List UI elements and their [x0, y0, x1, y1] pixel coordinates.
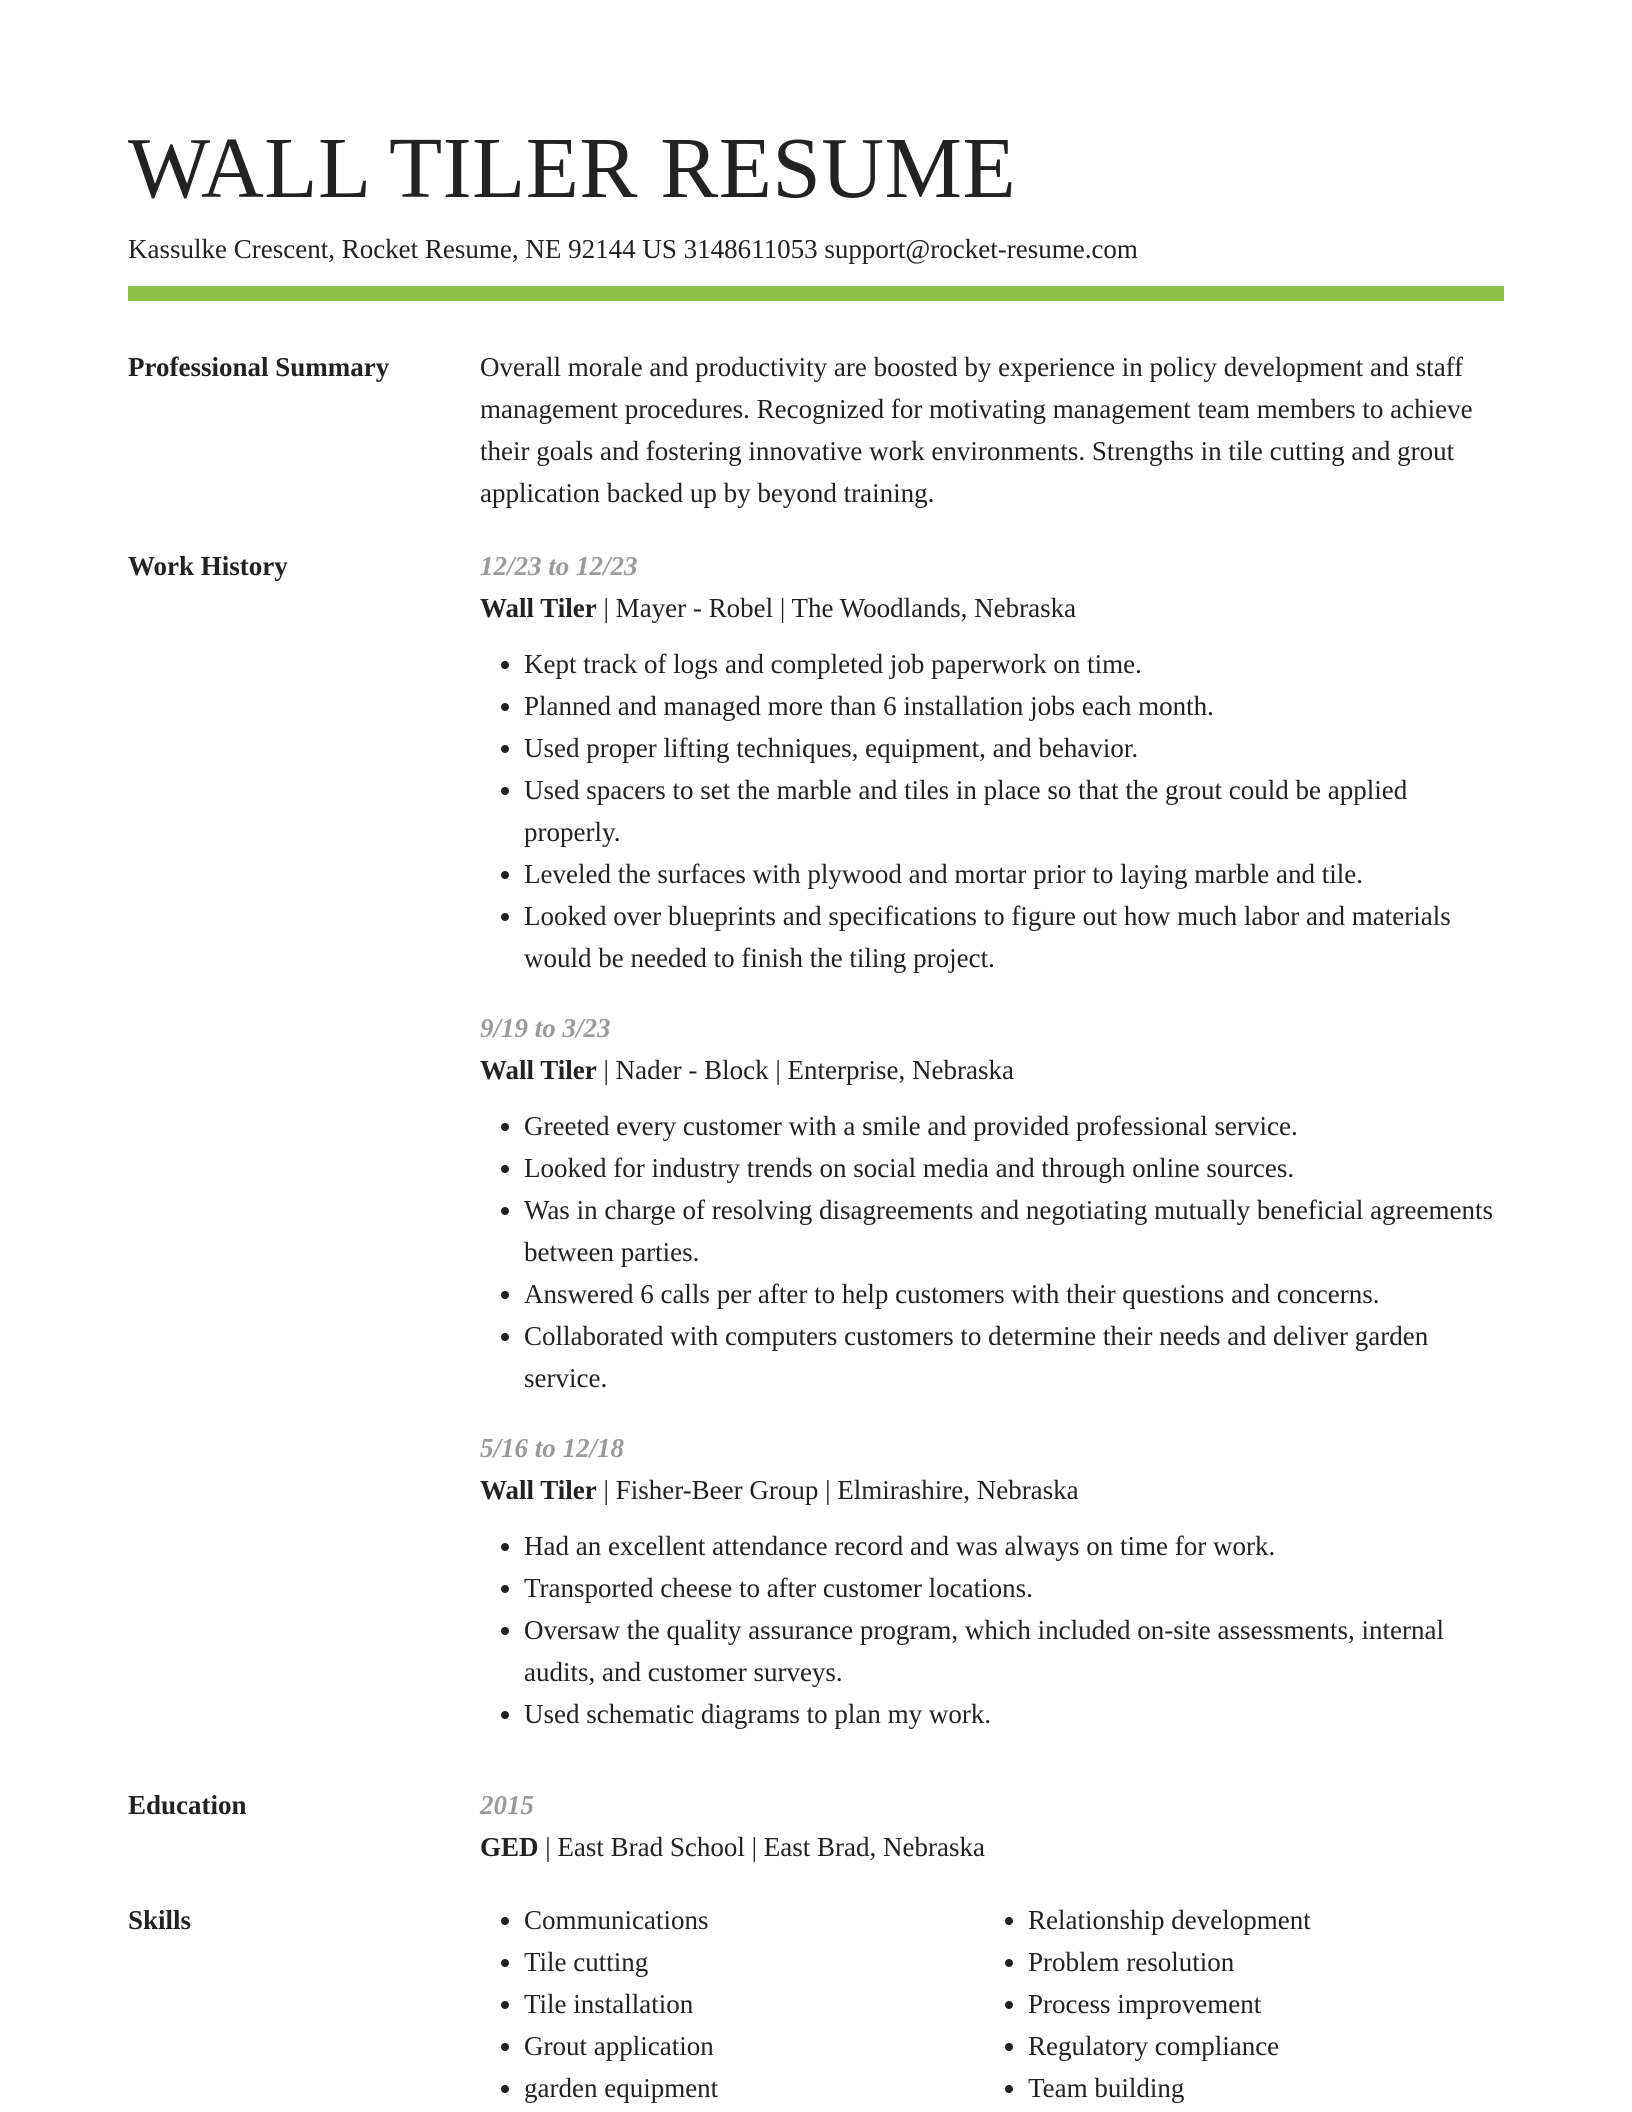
list-item: • Tile cutting [524, 1941, 984, 1983]
list-item: • Transported cheese to after customer locations. [524, 1567, 1504, 1609]
list-item: • Regulatory compliance [1028, 2025, 1488, 2067]
job-date: 5/16 to 12/18 [480, 1433, 625, 1463]
job-entry [480, 545, 1504, 979]
list-item: • Communications [524, 1899, 984, 1941]
list-item: • Tile installation [524, 1983, 984, 2025]
list-item: • Grout application [524, 2025, 984, 2067]
list-item: • Used spacers to set the marble and tiles in place so that the grout could be applied properly. [524, 769, 1504, 853]
summary-body [480, 346, 1504, 514]
section-heading-skills: Skills [128, 1905, 192, 1935]
accent-divider [128, 286, 1504, 301]
list-item: • Answered 6 calls per after to help customers with their questions and concerns. [524, 1273, 1504, 1315]
list-item: • Collaborated with computers customers to determine their needs and deliver garden service. [524, 1315, 1504, 1399]
job-title: Wall Tiler [480, 1475, 597, 1505]
education-details: | East Brad School | East Brad, Nebraska [538, 1832, 985, 1862]
education-body [480, 1784, 1504, 1868]
job-heading [480, 1049, 1504, 1091]
list-item: • Kept track of logs and completed job paperwork on time. [524, 643, 1504, 685]
list-item: • Looked for industry trends on social media and through online sources. [524, 1147, 1504, 1189]
job-title: Wall Tiler [480, 593, 597, 623]
section-heading-summary: Professional Summary [128, 352, 390, 382]
skills-body [480, 1899, 1504, 2109]
list-item: • Team building [1028, 2067, 1488, 2109]
section-heading-work-history: Work History [128, 551, 288, 581]
list-item: • Relationship development [1028, 1899, 1488, 1941]
list-item: • Greeted every customer with a smile and provided professional service. [524, 1105, 1504, 1147]
list-item: • Was in charge of resolving disagreements and negotiating mutually beneficial agreements between parties. [524, 1189, 1504, 1273]
skills-columns [480, 1899, 1504, 2109]
list-item: • Used proper lifting techniques, equipment, and behavior. [524, 727, 1504, 769]
job-bullets [480, 643, 1504, 979]
job-date: 9/19 to 3/23 [480, 1013, 611, 1043]
education-degree: GED [480, 1832, 539, 1862]
list-item: • Process improvement [1028, 1983, 1488, 2025]
job-entry [480, 1427, 1504, 1735]
list-item: • Oversaw the quality assurance program, which included on-site assessments, internal audits, and customer surveys. [524, 1609, 1504, 1693]
list-item: • Looked over blueprints and specifications to figure out how much labor and materials would be needed to finish the tiling project. [524, 895, 1504, 979]
job-details: | Nader - Block | Enterprise, Nebraska [596, 1055, 1014, 1085]
job-details: | Fisher-Beer Group | Elmirashire, Nebraska [596, 1475, 1079, 1505]
job-bullets [480, 1105, 1504, 1399]
education-heading [480, 1826, 1504, 1868]
summary-text: Overall morale and productivity are boosted by experience in policy development and staff management procedures. Recognized for motivating management team members to achieve their goals and fostering innovative work environments. Strengths in tile cutting and grout application backed up by beyond training. [480, 352, 1473, 508]
skills-list-left [480, 1899, 984, 2109]
education-date: 2015 [480, 1790, 534, 1820]
job-date: 12/23 to 12/23 [480, 551, 638, 581]
job-bullets [480, 1525, 1504, 1735]
contact-line: Kassulke Crescent, Rocket Resume, NE 92144 US 3148611053 support@rocket-resume.com [128, 234, 1138, 264]
list-item: • Planned and managed more than 6 installation jobs each month. [524, 685, 1504, 727]
job-heading [480, 587, 1504, 629]
work-history-body [480, 545, 1504, 1763]
job-details: | Mayer - Robel | The Woodlands, Nebraska [596, 593, 1077, 623]
list-item: • Used schematic diagrams to plan my work. [524, 1693, 1504, 1735]
skills-list-right [984, 1899, 1488, 2109]
resume-title: WALL TILER RESUME [128, 119, 1017, 216]
job-title: Wall Tiler [480, 1055, 597, 1085]
section-heading-education: Education [128, 1790, 247, 1820]
list-item: • Had an excellent attendance record and was always on time for work. [524, 1525, 1504, 1567]
job-entry [480, 1007, 1504, 1399]
list-item: • Leveled the surfaces with plywood and mortar prior to laying marble and tile. [524, 853, 1504, 895]
list-item: • garden equipment [524, 2067, 984, 2109]
job-heading [480, 1469, 1504, 1511]
list-item: • Problem resolution [1028, 1941, 1488, 1983]
